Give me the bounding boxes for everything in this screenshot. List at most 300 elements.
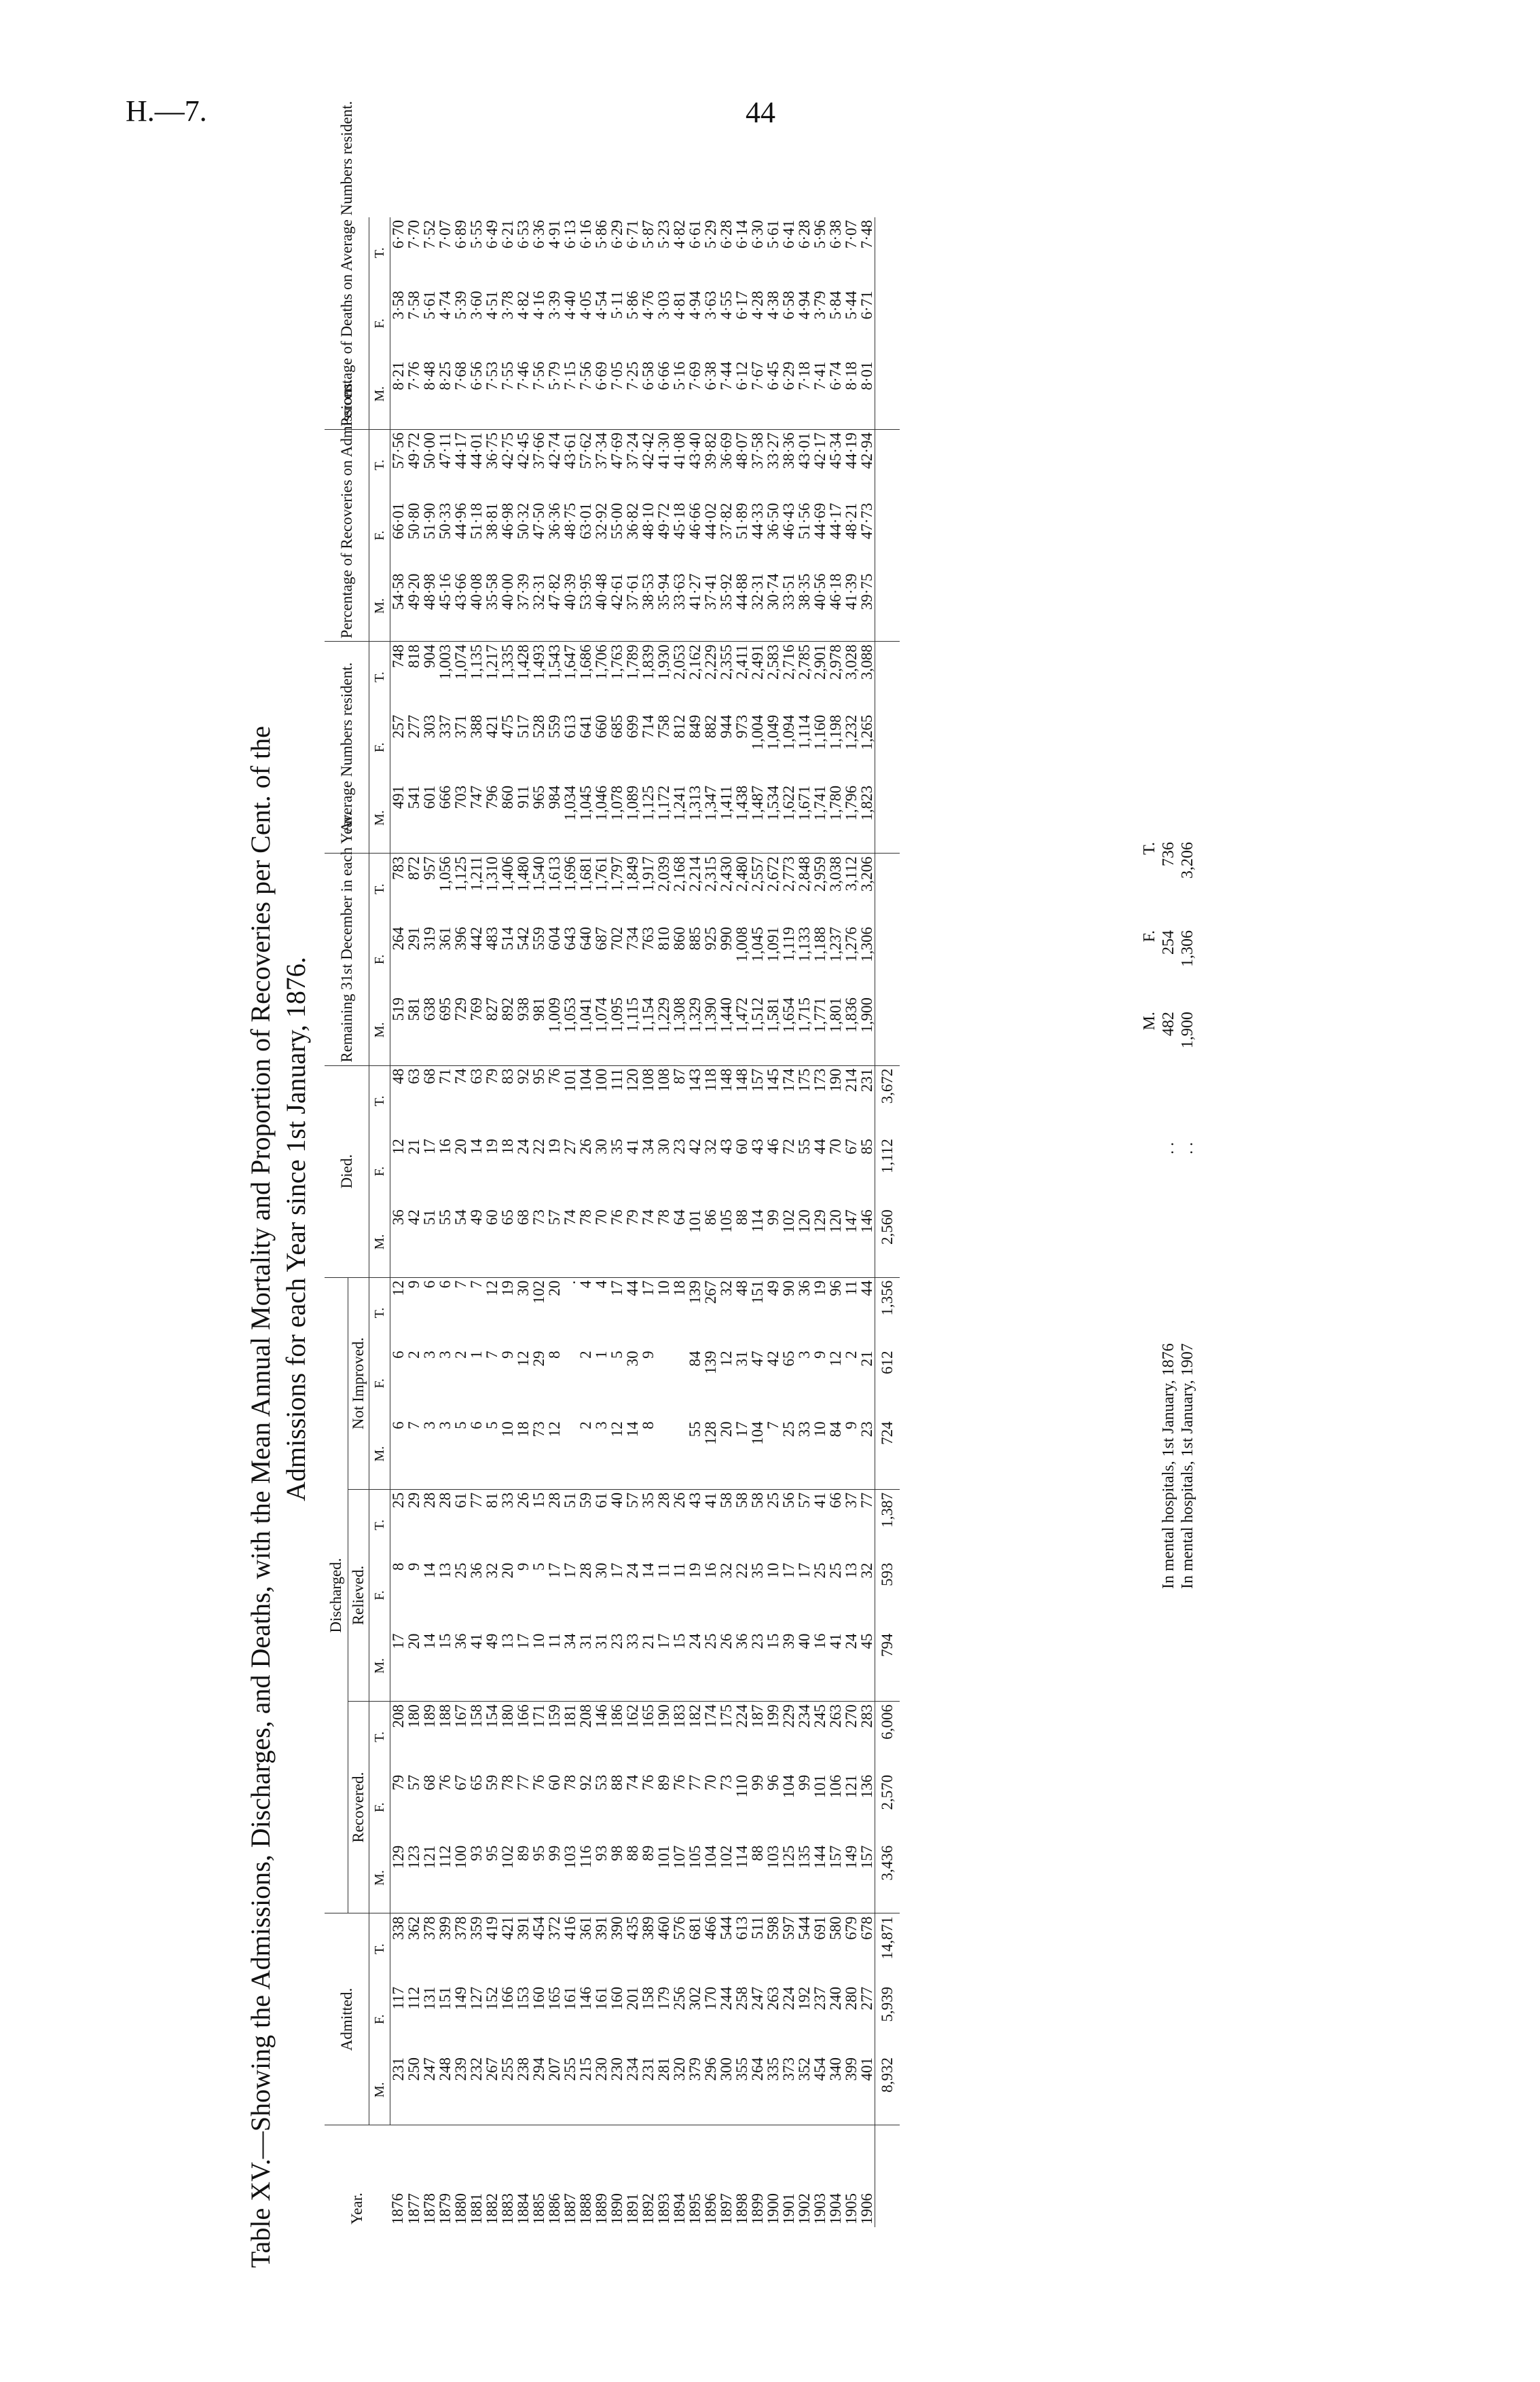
died-male-header: M. [369,1207,390,1277]
recovered-female-cell: 68 [420,1774,438,1791]
average-male-cell: 541 [406,783,422,854]
pct-deaths-male-cell: 6·56 [469,359,484,429]
pct-deaths-total-cell: 5·86 [592,220,610,249]
pct-deaths-female-cell: 4·76 [639,291,657,320]
table-container [325,100,900,2227]
remaining-total-cell: 3,206 [858,856,875,892]
pct-recoveries-total-cell: 44·17 [452,433,469,469]
admitted-female-cell: 117 [389,1986,407,2010]
average-female-cell: 699 [623,714,641,739]
relieved-female-cell: 32 [483,1562,500,1579]
recovered-male-cell: 114 [734,1843,750,1913]
average-female-cell: 303 [420,714,438,739]
relieved-male-cell: 31 [593,1631,609,1702]
not-improved-female-cell: 42 [764,1351,782,1367]
year-cell: 1885 [530,2193,547,2224]
admitted-male-cell: 238 [515,2055,531,2125]
died-female-cell: 72 [780,1139,797,1155]
table-row [609,217,625,2227]
died-female-cell: 23 [670,1139,688,1155]
relieved-male-cell: 31 [578,1631,593,1702]
recovered-male-cell: 112 [437,1843,453,1913]
pct-recoveries-male-cell: 41·27 [687,571,703,642]
not-improved-total-header: T. [369,1277,390,1348]
pct-recoveries-total-cell: 41·30 [655,433,672,469]
remaining-female-cell: 885 [686,926,703,951]
pct-recoveries-male-cell: 54·58 [390,571,407,642]
remaining-female-cell: 1,008 [733,926,750,962]
not-improved-total-cell: 12 [389,1280,407,1296]
pct-recoveries-female-cell: 36·50 [764,502,782,540]
relieved-total-cell: 15 [530,1492,547,1508]
pct-recoveries-male-cell: 40·00 [500,571,515,642]
remaining-female-cell: 925 [701,926,719,951]
recovered-total-cell: 146 [592,1704,610,1728]
died-female-cell: 55 [795,1139,813,1155]
relieved-female-cell: 30 [592,1562,610,1579]
pct-recoveries-female-cell: 51·90 [420,502,438,540]
admitted-total-cell: 460 [655,1916,672,1940]
pct-deaths-male-cell: 7·69 [687,359,703,429]
admitted-male-cell: 264 [750,2055,765,2125]
not-improved-male-cell: 20 [718,1418,734,1489]
admitted-total-cell: 580 [826,1916,844,1940]
relieved-male-cell: 15 [672,1631,687,1702]
pct-recoveries-total-cell: 41·08 [670,433,688,469]
average-male-cell: 601 [422,783,437,854]
recovered-female-header: F. [369,1772,390,1843]
remaining-female-cell: 604 [545,926,563,951]
recovered-total-cell: 187 [748,1704,766,1728]
recovered-female-cell: 74 [623,1774,641,1791]
not-improved-total-cell: 17 [639,1280,657,1296]
pct-recoveries-female-cell: 44·02 [701,502,719,540]
relieved-male-cell: 41 [828,1631,843,1702]
pct-recoveries-total-cell: 42·17 [811,433,828,469]
remaining-total-cell: 1,797 [608,856,625,892]
pct-deaths-male-cell: 8·01 [859,359,875,429]
pct-deaths-male-cell: 7·56 [578,359,593,429]
died-total-cell: 143 [686,1068,703,1093]
pct-recoveries-male-cell: 44·88 [734,571,750,642]
average-female-cell: 1,004 [748,714,766,750]
admitted-total-cell: 338 [389,1916,407,1940]
average-male-cell: 1,089 [625,783,640,854]
remaining-female-cell: 734 [623,926,641,951]
average-header: Average Numbers resident. [325,642,369,854]
relieved-male-cell: 13 [500,1631,515,1702]
not-improved-female-cell: 9 [639,1351,657,1359]
average-male-cell: 491 [390,783,407,854]
admitted-male-cell: 230 [593,2055,609,2125]
year-cell: 1879 [436,2193,454,2224]
remaining-total-cell: 957 [420,856,438,880]
died-male-cell: 78 [656,1207,672,1277]
admitted-male-cell: 255 [562,2055,578,2125]
died-total-cell: 100 [592,1068,610,1093]
died-total-cell: 111 [608,1068,625,1091]
remaining-male-cell: 1,512 [750,995,765,1065]
pct-deaths-female-cell: 5·44 [842,291,860,320]
remaining-male-cell: 1,715 [796,995,812,1065]
remaining-total-cell: 1,310 [483,856,500,892]
pct-deaths-total-cell: 6·70 [389,220,407,249]
pct-recoveries-male-cell: 48·98 [422,571,437,642]
recovered-female-cell: 99 [748,1774,766,1791]
relieved-total-cell: 58 [717,1492,735,1508]
average-female-cell [875,712,900,783]
admitted-female-cell: 247 [748,1986,766,2011]
relieved-male-cell: 41 [469,1631,484,1702]
pct-deaths-male-cell: 6·58 [640,359,656,429]
recovered-female-cell: 53 [592,1774,610,1791]
not-improved-female-cell: 8 [545,1351,563,1359]
admitted-total-cell: 419 [483,1916,500,1940]
remaining-female-cell: 763 [639,926,657,951]
table-row [500,217,515,2227]
remaining-total-cell: 1,480 [514,856,532,892]
admitted-male-cell: 379 [687,2055,703,2125]
pct-recoveries-male-cell: 46·18 [828,571,843,642]
average-male-cell: 1,241 [672,783,687,854]
average-male-cell: 1,347 [703,783,718,854]
relieved-female-header: F. [369,1560,390,1631]
died-female-header: F. [369,1136,390,1207]
died-total-cell: 108 [655,1068,672,1093]
average-total-cell: 3,088 [858,644,875,680]
not-improved-female-cell: 3 [436,1351,454,1359]
admitted-total-header: T. [369,1913,390,1984]
not-improved-female-cell: 7 [483,1351,500,1359]
pct-deaths-female-header: F. [369,288,390,359]
year-cell: 1877 [405,2193,422,2224]
average-total-cell: 2,978 [826,644,844,680]
relieved-total-cell: 61 [452,1492,469,1508]
pct-recoveries-total-cell: 47·69 [608,433,625,469]
not-improved-total-cell: 9 [405,1280,422,1289]
not-improved-total-cell: 44 [623,1280,641,1296]
recovered-female-cell: 2,570 [875,1772,900,1843]
pct-deaths-female-cell: 7·58 [405,291,422,320]
pct-recoveries-male-cell: 41·39 [843,571,859,642]
died-male-cell: 101 [687,1207,703,1277]
average-total-cell: 2,162 [686,644,703,680]
not-improved-total-cell: 4 [592,1280,610,1289]
pct-deaths-female-cell [875,288,900,359]
not-improved-total-cell: 11 [842,1280,860,1296]
died-male-cell: 78 [578,1207,593,1277]
remaining-male-cell: 1,472 [734,995,750,1065]
average-female-cell: 714 [639,714,657,739]
pct-recoveries-male-cell: 40·56 [812,571,828,642]
remaining-male-header: M. [369,995,390,1065]
relieved-total-cell: 57 [623,1492,641,1508]
year-cell: 1878 [420,2193,438,2224]
died-female-cell: 18 [498,1139,516,1155]
pct-recoveries-male-cell: 32·31 [750,571,765,642]
pct-recoveries-male-cell: 47·82 [547,571,562,642]
not-improved-total-cell: 36 [795,1280,813,1296]
recovered-male-cell: 102 [500,1843,515,1913]
admitted-female-cell: 152 [483,1986,500,2011]
table-row [562,217,578,2227]
recovered-total-cell: 159 [545,1704,563,1728]
admitted-total-cell: 362 [405,1916,422,1940]
average-male-cell: 1,411 [718,783,734,854]
died-total-cell: 173 [811,1068,828,1093]
year-cell: 1884 [514,2193,532,2224]
died-female-cell: 60 [733,1139,750,1155]
admitted-total-cell: 454 [530,1916,547,1940]
pct-deaths-female-cell: 6·71 [858,291,875,320]
admitted-female-cell: 201 [623,1986,641,2011]
average-male-cell: 1,438 [734,783,750,854]
pct-recoveries-total-cell: 42·75 [498,433,516,469]
year-cell: 1886 [545,2193,563,2224]
average-female-cell: 1,094 [780,714,797,750]
relieved-total-cell: 51 [561,1492,579,1508]
pct-deaths-total-cell: 6·28 [717,220,735,249]
not-improved-male-cell: 7 [406,1418,422,1489]
table-title: Table XV.—Showing the Admissions, Discharges, and Deaths, with the Mean Annual Mortality and Proportion of Recoveries per Cent. of the [245,726,276,2268]
relieved-female-cell: 25 [826,1562,844,1579]
not-improved-total-cell: 20 [545,1280,563,1296]
admitted-female-cell: 5,939 [875,1984,900,2055]
pct-deaths-female-cell: 4·74 [436,291,454,320]
footnote-row-1907 [1179,299,1198,1589]
average-male-cell: 703 [453,783,469,854]
pct-deaths-female-cell: 4·94 [795,291,813,320]
admitted-male-cell: 454 [812,2055,828,2125]
remaining-total-cell: 1,125 [452,856,469,892]
not-improved-female-cell: 12 [826,1351,844,1367]
table-row [781,217,796,2227]
relieved-total-cell: 25 [764,1492,782,1508]
footnote-t-value: 736 [1160,842,1177,866]
relieved-male-cell: 11 [547,1631,562,1702]
recovered-female-cell: 79 [389,1774,407,1791]
average-total-cell: 904 [420,644,438,668]
pct-recoveries-male-cell: 33·51 [781,571,796,642]
pct-deaths-total-cell: 6·49 [483,220,500,249]
relieved-male-cell: 40 [796,1631,812,1702]
recovered-male-cell: 103 [765,1843,781,1913]
pct-deaths-male-header: M. [369,359,390,429]
recovered-male-cell: 3,436 [875,1843,900,1913]
pct-recoveries-total-cell: 37·58 [748,433,766,469]
relieved-total-header: T. [369,1489,390,1560]
average-female-cell: 337 [436,714,454,739]
not-improved-female-cell: 9 [811,1351,828,1359]
relieved-female-cell: 9 [405,1562,422,1571]
pct-deaths-male-cell: 8·48 [422,359,437,429]
not-improved-male-cell: 10 [500,1418,515,1489]
year-cell: 1891 [623,2193,641,2224]
died-male-cell: 105 [718,1207,734,1277]
average-male-cell: 1,671 [796,783,812,854]
died-female-cell: 14 [467,1139,485,1155]
not-improved-male-cell: 12 [547,1418,562,1489]
died-total-cell: 118 [701,1068,719,1092]
not-improved-male-cell: 6 [469,1418,484,1489]
relieved-total-cell: 37 [842,1492,860,1508]
average-total-cell: 748 [389,644,407,668]
died-male-cell: 74 [562,1207,578,1277]
average-female-cell: 613 [561,714,579,739]
died-total-cell: 76 [545,1068,563,1084]
admitted-male-cell: 320 [672,2055,687,2125]
admitted-total-cell: 359 [467,1916,485,1940]
relieved-male-cell: 21 [640,1631,656,1702]
died-total-cell: 3,672 [875,1065,900,1136]
not-improved-female-cell: 6 [389,1351,407,1359]
pct-recoveries-total-cell: 36·75 [483,433,500,469]
totals-row [875,217,900,2227]
admitted-male-cell: 234 [625,2055,640,2125]
recovered-male-cell: 98 [609,1843,625,1913]
pct-deaths-female-cell: 4·55 [717,291,735,320]
table-row [750,217,765,2227]
pct-deaths-total-header: T. [369,217,390,288]
pct-deaths-male-cell: 7·15 [562,359,578,429]
average-total-cell: 1,217 [483,644,500,680]
died-total-cell: 148 [717,1068,735,1093]
relieved-female-cell: 36 [467,1562,485,1579]
recovered-female-cell: 76 [639,1774,657,1791]
pct-recoveries-male-cell: 37·39 [515,571,531,642]
recovered-male-header: M. [369,1843,390,1913]
not-improved-male-cell: 5 [484,1418,500,1489]
died-total-cell: 104 [576,1068,594,1093]
recovered-male-cell: 93 [593,1843,609,1913]
relieved-female-cell: 13 [842,1562,860,1579]
remaining-total-cell: 2,848 [795,856,813,892]
died-male-cell: 114 [750,1207,765,1277]
admitted-female-cell: 161 [592,1986,610,2011]
pct-deaths-male-cell: 6·45 [765,359,781,429]
pct-recoveries-male-cell: 39·75 [859,571,875,642]
died-total-cell: 95 [530,1068,547,1084]
average-total-cell: 1,763 [608,644,625,680]
pct-deaths-total-cell: 7·07 [842,220,860,249]
not-improved-male-cell: 84 [828,1418,843,1489]
admitted-header: Admitted. [325,1913,369,2125]
average-male-cell: 1,172 [656,783,672,854]
remaining-total-cell: 2,672 [764,856,782,892]
relieved-total-cell: 61 [592,1492,610,1508]
not-improved-male-cell: 724 [875,1418,900,1489]
pct-deaths-male-cell: 6·74 [828,359,843,429]
died-female-cell: 43 [717,1139,735,1155]
recovered-total-cell: 165 [639,1704,657,1728]
average-female-cell: 1,265 [858,714,875,750]
year-cell: 1889 [592,2193,610,2224]
died-male-cell: 57 [547,1207,562,1277]
pct-deaths-male-cell: 8·18 [843,359,859,429]
died-male-cell: 76 [609,1207,625,1277]
pct-recoveries-female-cell: 44·33 [748,502,766,540]
admitted-male-cell: 281 [656,2055,672,2125]
year-cell: 1880 [452,2193,469,2224]
table-row [484,217,500,2227]
remaining-female-cell: 1,276 [842,926,860,962]
pct-recoveries-female-cell: 49·72 [655,502,672,540]
pct-deaths-female-cell: 3·03 [655,291,672,320]
remaining-total-cell: 2,959 [811,856,828,892]
relieved-male-cell: 15 [437,1631,453,1702]
average-female-cell: 517 [514,714,532,739]
average-male-cell: 1,487 [750,783,765,854]
pct-deaths-total-cell: 6·38 [826,220,844,249]
remaining-male-cell: 769 [469,995,484,1065]
relieved-total-cell: 29 [405,1492,422,1508]
remaining-female-header: F. [369,924,390,995]
recovered-female-cell: 59 [483,1774,500,1791]
year-cell: 1901 [780,2193,797,2224]
died-male-cell: 129 [812,1207,828,1277]
pct-recoveries-total-cell: 39·82 [701,433,719,469]
not-improved-male-cell: 18 [515,1418,531,1489]
died-male-cell: 68 [515,1207,531,1277]
average-female-header: F. [369,712,390,783]
admitted-male-cell: 215 [578,2055,593,2125]
recovered-male-cell: 125 [781,1843,796,1913]
pct-recoveries-total-cell: 42·45 [514,433,532,469]
died-male-cell: 102 [781,1207,796,1277]
page-number: 44 [746,96,775,129]
recovered-male-cell: 88 [625,1843,640,1913]
recovered-male-cell: 107 [672,1843,687,1913]
recovered-total-cell: 167 [452,1704,469,1728]
rotated-table-block [244,100,1229,2268]
remaining-total-cell: 1,849 [623,856,641,892]
admitted-female-cell: 131 [420,1986,438,2011]
relieved-total-cell: 56 [780,1492,797,1508]
pct-recoveries-male-cell: 35·94 [656,571,672,642]
pct-deaths-female-cell: 4·38 [764,291,782,320]
died-total-cell: 214 [842,1068,860,1093]
recovered-male-cell: 102 [718,1843,734,1913]
footnote-label: In mental hospitals, 1st January, 1876 [1160,1343,1177,1589]
relieved-male-cell: 36 [453,1631,469,1702]
relieved-male-header: M. [369,1631,390,1702]
died-total-cell: 108 [639,1068,657,1093]
relieved-total-cell: 35 [639,1492,657,1508]
pct-deaths-female-cell: 3·63 [701,291,719,320]
not-improved-total-cell: 139 [686,1280,703,1304]
pct-deaths-total-cell [875,217,900,288]
died-total-cell: 101 [561,1068,579,1093]
remaining-male-cell: 1,115 [625,995,640,1065]
average-female-cell: 758 [655,714,672,739]
died-female-cell: 30 [592,1139,610,1155]
pct-deaths-female-cell: 4·94 [686,291,703,320]
not-improved-total-cell: 7 [452,1280,469,1289]
pct-recoveries-total-cell: 37·66 [530,433,547,469]
table-row [734,217,750,2227]
pct-deaths-total-cell: 7·52 [420,220,438,249]
relieved-male-cell: 17 [656,1631,672,1702]
died-female-cell: 12 [389,1139,407,1155]
pct-recoveries-total-cell: 38·36 [780,433,797,469]
year-cell: 1892 [639,2193,657,2224]
died-female-cell: 41 [623,1139,641,1155]
remaining-total-cell: 3,112 [842,856,860,892]
not-improved-female-cell: 5 [608,1351,625,1359]
recovered-total-cell: 162 [623,1704,641,1728]
admitted-male-cell: 335 [765,2055,781,2125]
average-total-cell: 2,053 [670,644,688,680]
